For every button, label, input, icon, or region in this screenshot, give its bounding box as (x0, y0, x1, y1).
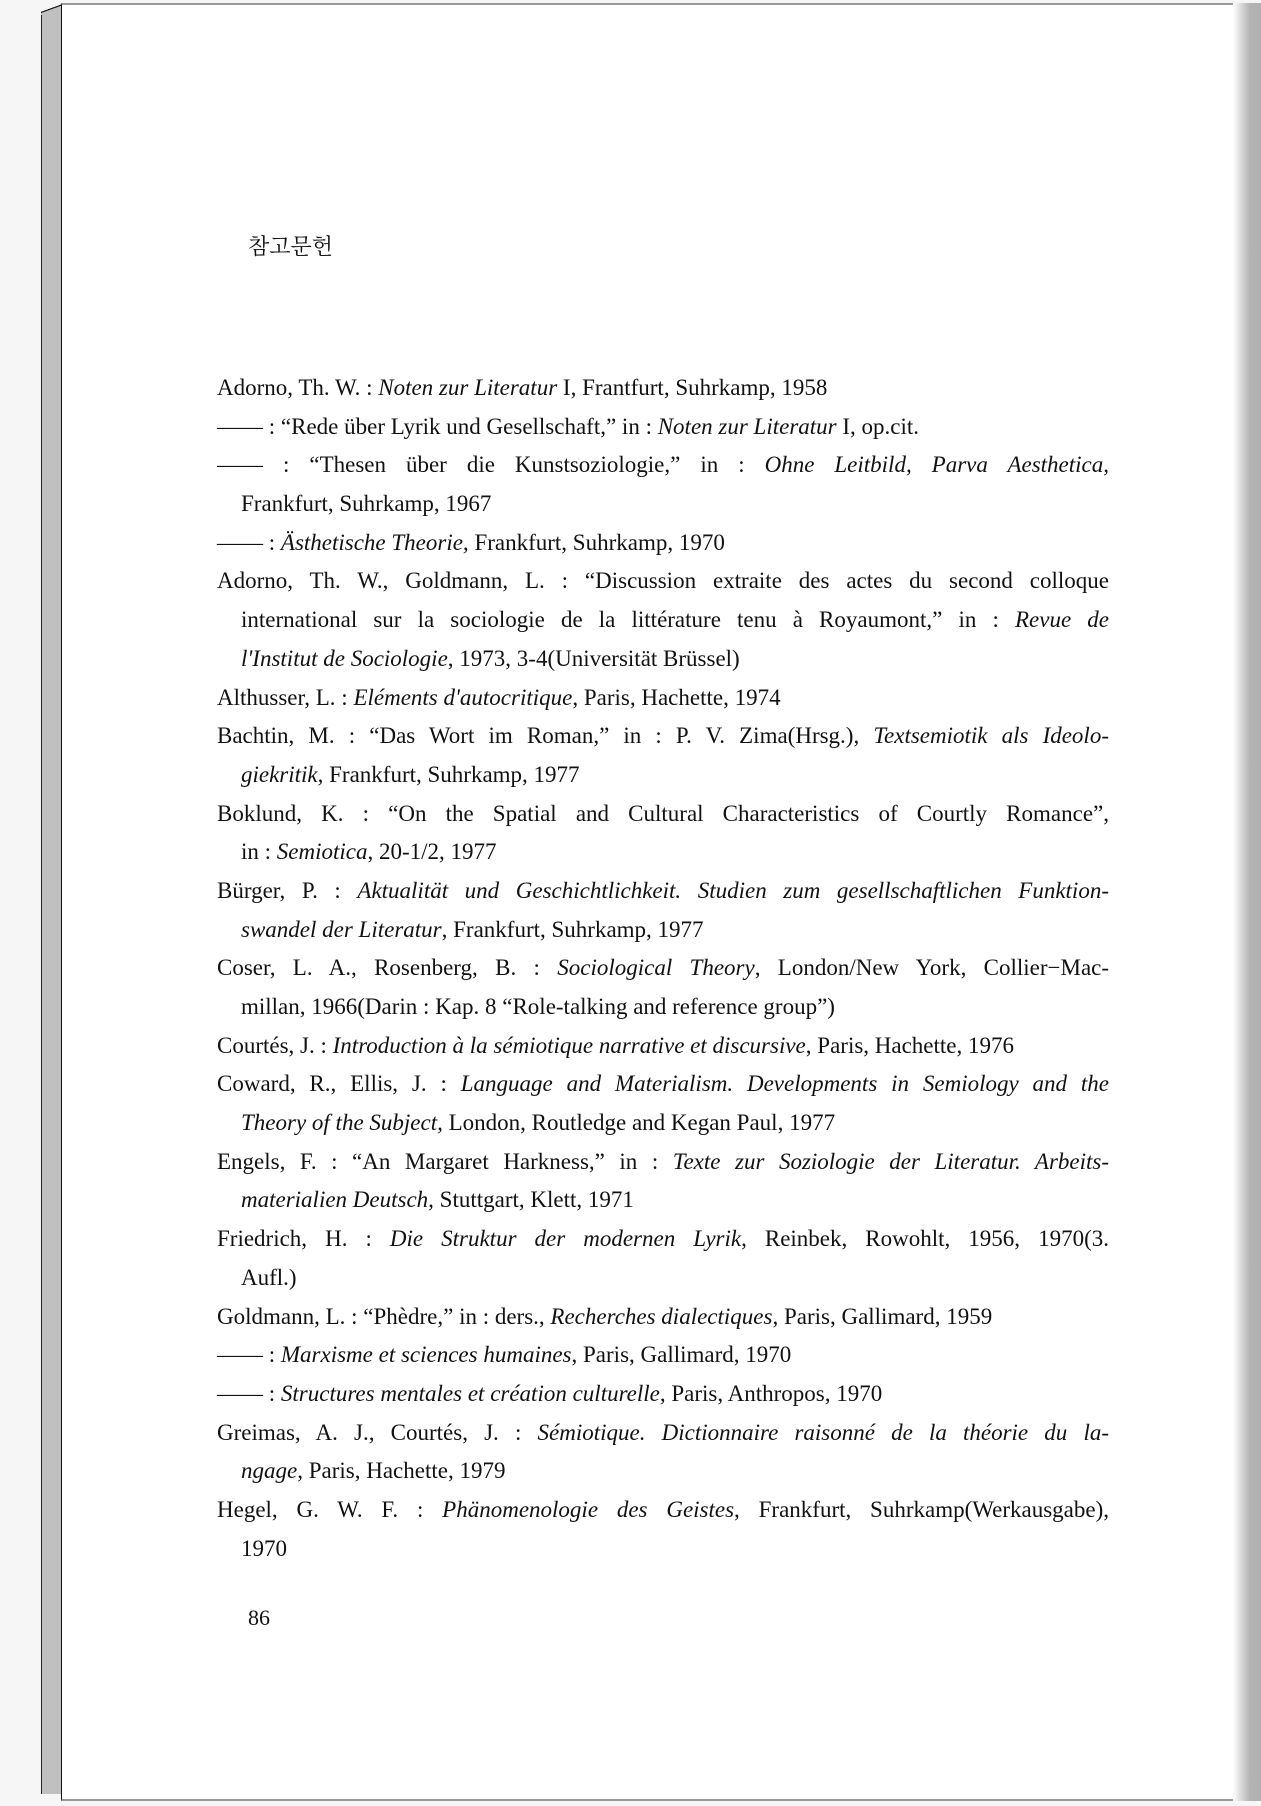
bibliography-line (217, 988, 1109, 1027)
reference-text: , Paris, Hachette, 1976 (805, 1032, 1015, 1058)
reference-text: millan, 1966(Darin : Kap. 8 “Role-talking and reference group”) (241, 994, 835, 1019)
work-title: ngage (241, 1458, 298, 1484)
work-title: Sémiotique. Dictionnaire raisonné de la théorie du la- (537, 1419, 1109, 1445)
reference-text: —— : (217, 529, 281, 555)
bibliography-line (217, 1259, 1109, 1298)
work-title: Revue de (1015, 607, 1109, 633)
work-title: materialien Deutsch, (241, 1187, 434, 1213)
reference-text: , Frankfurt, Suhrkamp(Werkausgabe), (734, 1496, 1109, 1522)
work-title: Theory of the Subject, (241, 1110, 443, 1136)
reference-text: 1970 (241, 1535, 287, 1561)
reference-text: Coser, L. A., Rosenberg, B. : (217, 955, 558, 981)
page-edge-shadow (1233, 3, 1261, 1801)
bibliography-line (217, 524, 1109, 563)
bibliography-line (217, 1143, 1109, 1182)
work-title: giekritik, (241, 761, 324, 787)
bibliography-line (217, 679, 1109, 718)
reference-text: , Paris, Hachette, 1979 (297, 1458, 506, 1484)
bibliography-line (217, 601, 1109, 640)
work-title: Texte zur Soziologie der Literatur. Arbeits- (672, 1148, 1109, 1174)
page-number: 86 (248, 1605, 270, 1630)
bibliography-line (217, 911, 1109, 950)
reference-text: Bürger, P. : (217, 877, 358, 903)
reference-text: Coward, R., Ellis, J. : (217, 1071, 461, 1097)
reference-text: Greimas, A. J., Courtés, J. : (217, 1419, 538, 1445)
work-title: Phänomenologie des Geistes (442, 1496, 735, 1522)
reference-text: , Paris, Gallimard, 1970 (571, 1342, 792, 1368)
work-title: Semiotica (276, 839, 368, 865)
book-spine-corner (41, 3, 61, 15)
work-title: Noten zur Literatur (657, 413, 837, 439)
work-title: Noten zur Literatur (378, 375, 558, 400)
reference-text: —— : (217, 1380, 281, 1406)
reference-text: Engels, F. : “An Margaret Harkness,” in : (217, 1148, 673, 1174)
bibliography-line (217, 369, 1109, 408)
bibliography-line (217, 1530, 1109, 1569)
work-title: Die Struktur der modernen Lyrik (389, 1226, 742, 1252)
reference-text: Courtés, J. : (217, 1032, 333, 1058)
bibliography-line (217, 833, 1109, 872)
reference-text: London, Routledge and Kegan Paul, 1977 (442, 1110, 836, 1136)
reference-text: , Paris, Hachette, 1974 (572, 684, 781, 710)
bibliography-line (217, 1414, 1109, 1453)
bibliography-line (217, 1065, 1109, 1104)
reference-text: , Frankfurt, Suhrkamp, 1977 (441, 916, 704, 942)
bibliography-line (217, 872, 1109, 911)
book-spine (41, 13, 62, 1794)
bibliography-line (217, 1375, 1109, 1414)
bibliography-line (217, 1491, 1109, 1530)
bibliography-line (217, 949, 1109, 988)
reference-text: Hegel, G. W. F. : (217, 1496, 443, 1522)
reference-text: Stuttgart, Klett, 1971 (433, 1187, 634, 1213)
reference-text: in : (241, 839, 277, 865)
work-title: Marxisme et sciences humaines (280, 1342, 572, 1368)
work-title: Structures mentales et création culturelle (280, 1380, 660, 1406)
work-title: Eléments d'autocritique (353, 684, 573, 710)
work-title: Sociological Theory (557, 955, 755, 981)
reference-text: , London/New York, Collier−Mac- (754, 955, 1109, 981)
reference-text: —— : “Rede über Lyrik und Gesellschaft,” in : (217, 413, 658, 439)
bibliography-line (217, 1336, 1109, 1375)
reference-text: Adorno, Th. W., Goldmann, L. : “Discussion extraite des actes du second colloque (217, 568, 1109, 594)
work-title: Introduction à la sémiotique narrative et discursive (332, 1032, 806, 1058)
reference-text: Frankfurt, Suhrkamp, 1977 (323, 761, 580, 787)
bibliography-line (217, 446, 1109, 485)
reference-text: Althusser, L. : (217, 684, 354, 710)
work-title: l'Institut de Sociologie (241, 645, 448, 671)
bibliography-line (217, 1104, 1109, 1143)
reference-text: Friedrich, H. : (217, 1226, 390, 1252)
reference-text: Bachtin, M. : “Das Wort im Roman,” in : P. V. Zima(Hrsg.), (217, 723, 874, 749)
bibliography-line (217, 1452, 1109, 1491)
reference-text: , Paris, Gallimard, 1959 (772, 1303, 993, 1329)
bibliography-line (217, 1220, 1109, 1259)
reference-text: Frankfurt, Suhrkamp, 1970 (468, 529, 725, 555)
bibliography-line (217, 562, 1109, 601)
bibliography-line (217, 1181, 1109, 1220)
bibliography-line (217, 640, 1109, 679)
bibliography-line (217, 1027, 1109, 1066)
work-title: Ästhetische Theorie, (280, 529, 469, 555)
bibliography-line (217, 717, 1109, 756)
work-title: Textsemiotik als Ideolo- (873, 723, 1109, 749)
bibliography-line (217, 795, 1109, 834)
reference-text: Aufl.) (241, 1264, 297, 1290)
reference-text: I, op.cit. (836, 413, 920, 439)
reference-text: , Paris, Anthropos, 1970 (659, 1380, 883, 1406)
bibliography-list (217, 369, 1109, 1568)
reference-text: , 1973, 3-4(Universität Brüssel) (447, 645, 740, 671)
bibliography-line (217, 408, 1109, 447)
reference-text: I, Frantfurt, Suhrkamp, 1958 (557, 375, 828, 400)
section-heading: 참고문헌 (248, 235, 334, 260)
bibliography-line (217, 1298, 1109, 1337)
work-title: Language and Materialism. Developments in Semiology and the (460, 1071, 1109, 1097)
bibliography-line (217, 485, 1109, 524)
work-title: Recherches dialectiques (550, 1303, 773, 1329)
work-title: Ohne Leitbild, Parva Aesthetica, (764, 452, 1109, 478)
reference-text: , Reinbek, Rowohlt, 1956, 1970(3. (741, 1226, 1109, 1252)
work-title: swandel der Literatur (241, 916, 442, 942)
reference-text: Frankfurt, Suhrkamp, 1967 (241, 491, 492, 517)
bibliography-line (217, 756, 1109, 795)
reference-text: Boklund, K. : “On the Spatial and Cultural Characteristics of Courtly Romance”, (217, 800, 1109, 826)
reference-text: —— : (217, 1342, 281, 1368)
reference-text: Goldmann, L. : “Phèdre,” in : ders., (217, 1303, 551, 1329)
reference-text: , 20-1/2, 1977 (367, 839, 497, 865)
work-title: Aktualität und Geschichtlichkeit. Studien zum gesellschaftlichen Funktion- (357, 877, 1109, 903)
reference-text: —— : “Thesen über die Kunstsoziologie,” in : (217, 452, 765, 478)
reference-text: international sur la sociologie de la littérature tenu à Royaumont,” in : (241, 607, 1015, 633)
reference-text: Adorno, Th. W. : (217, 375, 379, 400)
